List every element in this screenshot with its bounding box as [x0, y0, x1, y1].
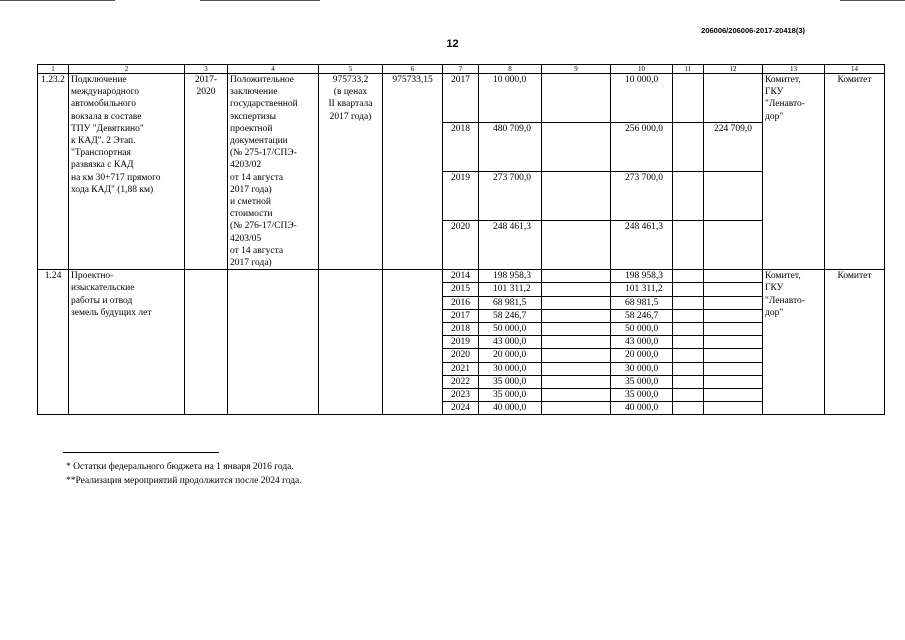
footnote-2: **Реализация мероприятий продолжится после 2024 года.	[66, 476, 302, 486]
col12-cell	[704, 74, 763, 123]
table-row	[38, 270, 885, 283]
col9-cell	[542, 375, 611, 388]
col10-cell: 50 000,0	[611, 323, 673, 336]
year-cell: 2017	[443, 74, 479, 123]
column-header: 3	[185, 65, 228, 74]
col11-cell	[673, 74, 704, 123]
col11-cell	[673, 336, 704, 349]
total-cell: 58 246,7	[479, 309, 542, 322]
year-cell: 2021	[443, 362, 479, 375]
col9-cell	[542, 283, 611, 296]
year-cell: 2016	[443, 296, 479, 309]
col11-cell	[673, 375, 704, 388]
total-cell: 248 461,3	[479, 221, 542, 270]
year-cell: 2020	[443, 221, 479, 270]
total-cell: 30 000,0	[479, 362, 542, 375]
total-cell: 35 000,0	[479, 375, 542, 388]
column-header: 13	[763, 65, 825, 74]
item-period	[185, 270, 228, 415]
item-basis	[228, 270, 319, 415]
table-row	[38, 74, 885, 123]
col9-cell	[542, 336, 611, 349]
program-table	[37, 64, 885, 415]
column-header: 5	[319, 65, 383, 74]
column-header: 7	[443, 65, 479, 74]
col11-cell	[673, 221, 704, 270]
col10-cell: 20 000,0	[611, 349, 673, 362]
col9-cell	[542, 349, 611, 362]
document-id: 206006/206006-2017-20418(3)	[701, 26, 805, 35]
col10-cell: 68 981,5	[611, 296, 673, 309]
footnote-1: * Остатки федерального бюджета на 1 января 2016 года.	[66, 462, 294, 472]
col11-cell	[673, 349, 704, 362]
column-header: 1	[38, 65, 69, 74]
col10-cell: 198 958,3	[611, 270, 673, 283]
col9-cell	[542, 123, 611, 172]
item-customer: Комитет	[825, 270, 885, 415]
item-period: 2017- 2020	[185, 74, 228, 270]
item-executor: Комитет, ГКУ "Ленавто- дор"	[763, 270, 825, 415]
year-cell: 2019	[443, 336, 479, 349]
column-header: 10	[611, 65, 673, 74]
item-name: Подключение международного автомобильного вокзала в составе ТПУ "Девяткино" к КАД". 2 Этап. "Транспортная развязка с КАД на км 30+717 прямого хода КАД" (1,88 км)	[69, 74, 185, 270]
total-cell: 480 709,0	[479, 123, 542, 172]
col12-cell	[704, 375, 763, 388]
col9-cell	[542, 309, 611, 322]
column-header: 9	[542, 65, 611, 74]
year-cell: 2023	[443, 389, 479, 402]
col12-cell	[704, 309, 763, 322]
col12-cell	[704, 221, 763, 270]
col12-cell	[704, 172, 763, 221]
col12-cell	[704, 296, 763, 309]
page-number: 12	[446, 38, 459, 50]
col12-cell	[704, 349, 763, 362]
year-cell: 2018	[443, 123, 479, 172]
total-cell: 68 981,5	[479, 296, 542, 309]
col11-cell	[673, 309, 704, 322]
col11-cell	[673, 362, 704, 375]
col10-cell: 35 000,0	[611, 389, 673, 402]
column-header: 14	[825, 65, 885, 74]
item-col6: 975733,15	[383, 74, 443, 270]
column-header: 2	[69, 65, 185, 74]
col10-cell: 10 000,0	[611, 74, 673, 123]
year-cell: 2017	[443, 309, 479, 322]
column-header: 6	[383, 65, 443, 74]
col11-cell	[673, 296, 704, 309]
column-header: 12	[704, 65, 763, 74]
scan-edge-right	[840, 0, 905, 1]
item-col6	[383, 270, 443, 415]
item-number: 1.23.2	[38, 74, 69, 270]
item-customer: Комитет	[825, 74, 885, 270]
total-cell: 198 958,3	[479, 270, 542, 283]
col10-cell: 101 311,2	[611, 283, 673, 296]
col10-cell: 248 461,3	[611, 221, 673, 270]
col11-cell	[673, 270, 704, 283]
col11-cell	[673, 172, 704, 221]
year-cell: 2024	[443, 402, 479, 415]
column-header: 4	[228, 65, 319, 74]
col11-cell	[673, 123, 704, 172]
column-header-row	[38, 65, 885, 74]
col10-cell: 35 000,0	[611, 375, 673, 388]
year-cell: 2020	[443, 349, 479, 362]
scan-edge-mid	[200, 0, 320, 1]
item-cost: 975733,2 (в ценах II квартала 2017 года)	[319, 74, 383, 270]
col12-cell	[704, 323, 763, 336]
col11-cell	[673, 402, 704, 415]
col9-cell	[542, 402, 611, 415]
col12-cell	[704, 389, 763, 402]
col12-cell	[704, 362, 763, 375]
col11-cell	[673, 389, 704, 402]
col9-cell	[542, 323, 611, 336]
col9-cell	[542, 74, 611, 123]
col10-cell: 58 246,7	[611, 309, 673, 322]
col12-cell	[704, 402, 763, 415]
col10-cell: 273 700,0	[611, 172, 673, 221]
col10-cell: 43 000,0	[611, 336, 673, 349]
total-cell: 40 000,0	[479, 402, 542, 415]
col9-cell	[542, 389, 611, 402]
total-cell: 50 000,0	[479, 323, 542, 336]
column-header: 8	[479, 65, 542, 74]
total-cell: 20 000,0	[479, 349, 542, 362]
col9-cell	[542, 221, 611, 270]
col10-cell: 40 000,0	[611, 402, 673, 415]
total-cell: 43 000,0	[479, 336, 542, 349]
item-executor: Комитет, ГКУ "Ленавто- дор"	[763, 74, 825, 270]
col12-cell: 224 709,0	[704, 123, 763, 172]
col11-cell	[673, 323, 704, 336]
year-cell: 2022	[443, 375, 479, 388]
year-cell: 2018	[443, 323, 479, 336]
total-cell: 10 000,0	[479, 74, 542, 123]
total-cell: 101 311,2	[479, 283, 542, 296]
item-basis: Положительное заключение государственной экспертизы проектной документации (№ 275-17/СПЭ- 4203/02 от 14 августа 2017 года) и сметной стоимости (№ 276-17/СПЭ- 4203/05 от 14 августа 2017 года)	[228, 74, 319, 270]
col10-cell: 30 000,0	[611, 362, 673, 375]
col12-cell	[704, 283, 763, 296]
col12-cell	[704, 270, 763, 283]
col10-cell: 256 000,0	[611, 123, 673, 172]
col9-cell	[542, 362, 611, 375]
year-cell: 2019	[443, 172, 479, 221]
footnote-divider	[63, 452, 219, 453]
scan-edge-left	[0, 0, 115, 1]
total-cell: 35 000,0	[479, 389, 542, 402]
col12-cell	[704, 336, 763, 349]
column-header: 11	[673, 65, 704, 74]
item-name: Проектно- изыскательские работы и отвод земель будущих лет	[69, 270, 185, 415]
col9-cell	[542, 172, 611, 221]
col9-cell	[542, 296, 611, 309]
year-cell: 2014	[443, 270, 479, 283]
item-number: 1.24	[38, 270, 69, 415]
year-cell: 2015	[443, 283, 479, 296]
total-cell: 273 700,0	[479, 172, 542, 221]
col11-cell	[673, 283, 704, 296]
col9-cell	[542, 270, 611, 283]
item-cost	[319, 270, 383, 415]
